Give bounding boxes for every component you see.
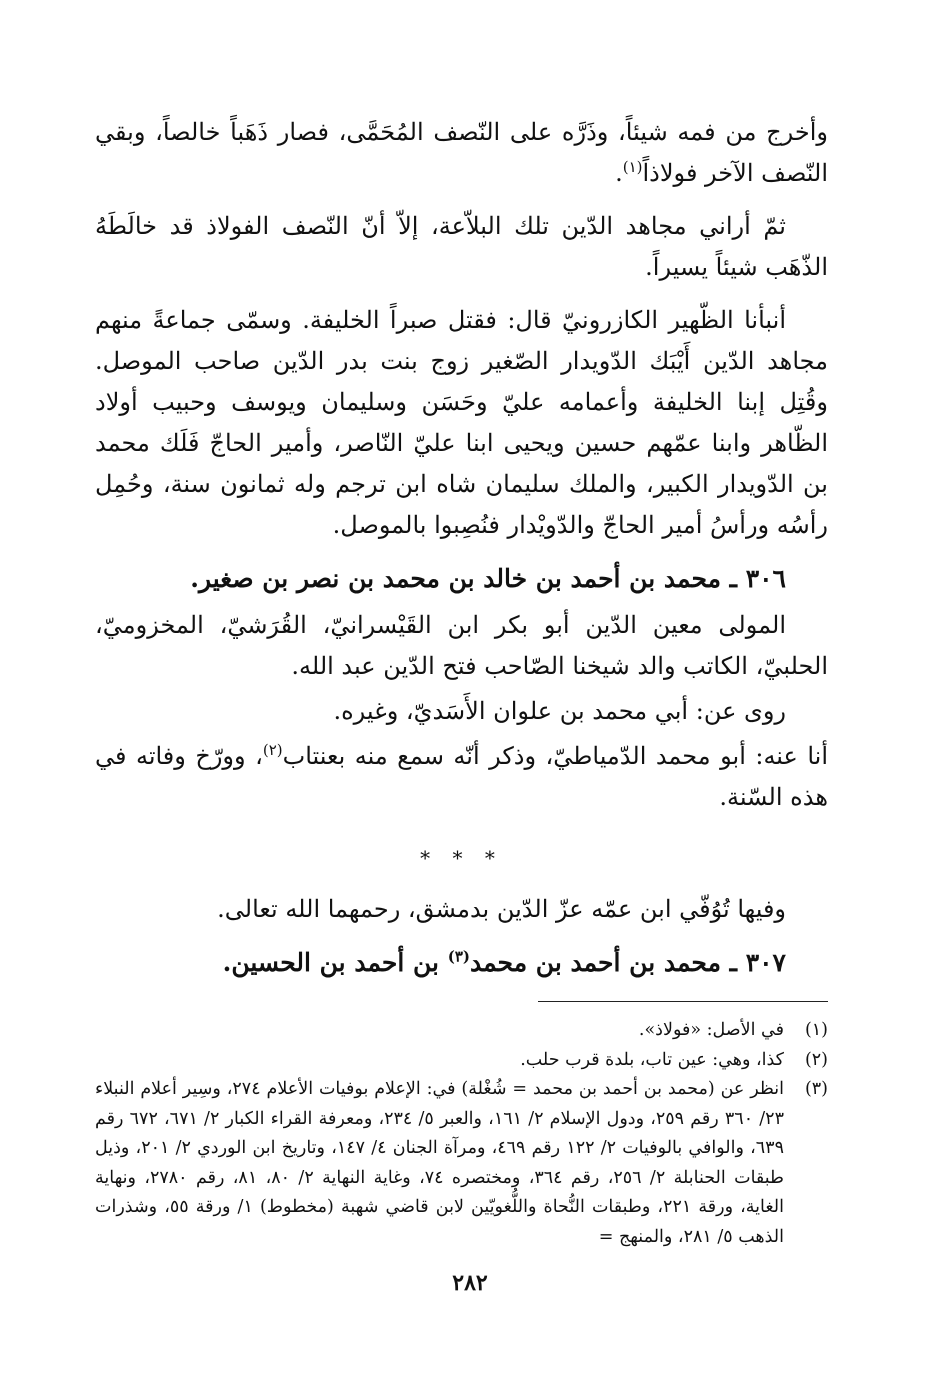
footnote-3-text: انظر عن (محمد بن أحمد بن محمد = شُغْلة) في: الإعلام بوفيات الأعلام ٢٧٤، وسِير أعلام النبلاء ٢٣/ ٣٦٠ رقم ٢٥٩، ودول الإسلام ٢/ ١٦١، والعبر ٥/ ٢٣٤، ومعرفة القراء الكبار ٢/ ٦٧١، ٦٧٢ رقم ٦٣٩، والوافي بالوفيات ٢/ ١٢٢ رقم ٤٦٩، ومرآة الجنان ٤/ ١٤٧، وتاريخ ابن الوردي ٢/ ٢٠١، وذيل طبقات الحنابلة ٢/ ٢٥٦، رقم ٣٦٤، ومختصره ٧٤، وغاية النهاية ٢/ ٨٠، ٨١، رقم ٢٧٨٠، ونهاية الغاية، ورقة ٢٢١، وطبقات النُّحاة واللُّغويّين لابن قاضي شهبة (مخطوط) ١/ ورقة ٥٥، وشذرات الذهب ٥/ ٢٨١، والمنهج = <box>95 1079 785 1247</box>
footnote-1 <box>95 1016 828 1046</box>
entry-307-heading <box>95 942 828 983</box>
entry-306-paragraph-1: المولى معين الدّين أبو بكر ابن القَيْسرانيّ، القُرَشيّ، المخزوميّ، الحلبيّ، الكاتب والد شيخنا الصّاحب فتح الدّين عبد الله. <box>95 611 828 680</box>
entry-307-heading-text: ٣٠٧ ـ محمد بن أحمد بن محمد <box>469 948 786 977</box>
entry-306-paragraph-3 <box>95 736 828 818</box>
entry-306-paragraph-2: روى عن: أبي محمد بن علوان الأَسَديّ، وغيره. <box>333 697 786 725</box>
footnotes <box>95 1016 828 1252</box>
footnote-separator <box>538 1001 828 1002</box>
entry-306-paragraph-3-text: أنا عنه: أبو محمد الدّمياطيّ، وذكر أنّه سمع منه بعنتاب <box>282 742 829 770</box>
section-divider-stars: * * * <box>420 846 503 870</box>
footnote-2-number: (٢) <box>804 1049 828 1070</box>
footnote-2 <box>95 1046 828 1076</box>
footnote-ref-1: (١) <box>622 158 643 176</box>
paragraph-1 <box>95 112 828 194</box>
footnote-ref-3: (٣) <box>447 947 470 966</box>
entry-306-heading: ٣٠٦ ـ محمد بن أحمد بن خالد بن محمد بن نصر بن صغير. <box>190 564 786 593</box>
paragraph-2: ثمّ أراني مجاهد الدّين تلك البلاّعة، إلاّ أنّ النّصف الفولاذ قد خالَطَهُ الذّهَب شيئاً يسيراً. <box>95 212 828 281</box>
main-text <box>95 112 828 983</box>
entry-307-heading-end: بن أحمد بن الحسين. <box>222 948 448 977</box>
footnote-3 <box>95 1075 828 1252</box>
footnote-2-text: كذا، وهي: عين تاب، بلدة قرب حلب. <box>520 1049 784 1070</box>
footnote-1-number: (١) <box>804 1020 828 1040</box>
paragraph-1-end: . <box>615 159 623 187</box>
footnote-ref-2: (٢) <box>262 741 283 759</box>
paragraph-1-text: وأخرج من فمه شيئاً، وذَرَّه على النّصف المُحَمَّى، فصار ذَهَباً خالصاً، وبقي النّصف الآخر فولاذاً <box>95 118 828 187</box>
entry-306-paragraph-3-end: ، وورّخ وفاته في هذه السّنة. <box>95 742 828 811</box>
footnote-3-number: (٣) <box>804 1079 828 1099</box>
paragraph-3: أنبأنا الظّهير الكازرونيّ قال: فقتل صبراً الخليفة. وسمّى جماعةً منهم مجاهد الدّين أَيْبَك الدّويدار الصّغير زوج بنت بدر الدّين صاحب الموصل. وقُتِل إبنا الخليفة وأعمامه عليّ وحَسَن وسليمان ويوسف وحبيب أولاد الظّاهر وابنا عمّهم حسين ويحيى ابنا عليّ النّاصر، وأمير الحاجّ فَلَك محمد بن الدّويدار الكبير، والملك سليمان شاه ابن ترجم وله ثمانون سنة، وحُمِل رأسُه ورأسُ أمير الحاجّ والدّويْدار فنُصِبوا بالموصل. <box>95 306 828 539</box>
death-notice: وفيها تُوُفّي ابن عمّه عزّ الدّين بدمشق، رحمهما الله تعالى. <box>217 895 786 923</box>
footnote-1-text: في الأصل: «فولاذ». <box>638 1020 784 1040</box>
page-number: ٢٨٢ <box>452 1270 488 1296</box>
